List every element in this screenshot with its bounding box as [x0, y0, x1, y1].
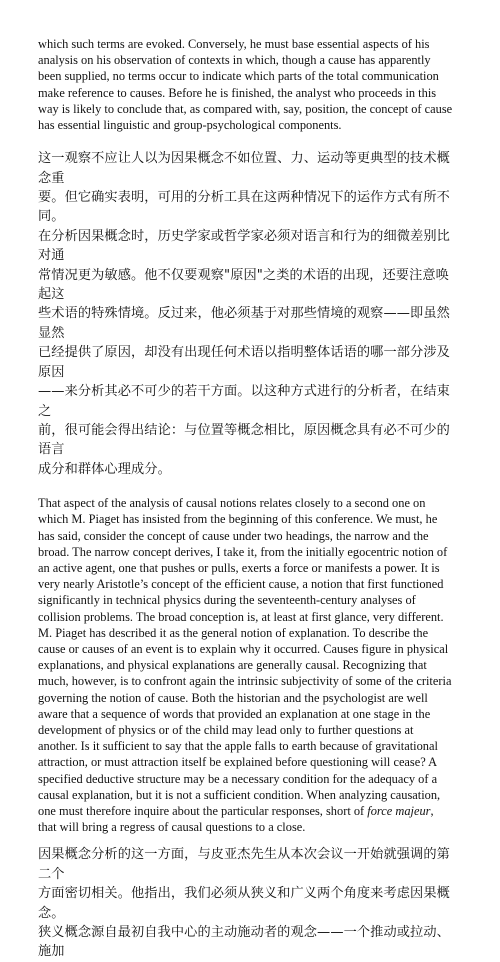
- document-page: [38, 36, 462, 962]
- emphasized-phrase: force majeur: [367, 803, 431, 818]
- paragraph-text: That aspect of the analysis of causal notions relates closely to a second one on which M. Piaget has insisted from the beginning of this conference. We must, he has said, consider the concept of cause under two headings, the narrow and the broad. The narrow concept derives, I take it, from the initially egocentric notion of an active agent, one that pushes or pulls, exerts a force or manifests a power. It is very nearly Aristotle’s concept of the efficient cause, a notion that first functioned significantly in technical physics during the seventeenth-century analyses of collision problems. The broad conception is, at least at first glance, very different. M. Piaget has described it as the general notion of explanation. To describe the cause or causes of an event is to explain why it occurred. Causes figure in physical explanations, and physical explanations are generally causal. Recognizing that much, however, is to confront again the intrinsic subjectivity of some of the criteria governing the notion of cause. Both the historian and the psychologist are well aware that a sequence of words that provided an explanation at one stage in the development of physics or of the child may lead only to further questions at another. Is it sufficient to say that the apple falls to earth because of gravitational attraction, or must attraction itself be explained before questioning will cease? A specified deductive structure may be a necessary condition for the adequacy of a causal explanation, but it is not a sufficient condition. When analyzing causation, one must therefore inquire about the particular responses, short of: [38, 496, 452, 818]
- paragraph-text: , that will bring a regress of causal questions to a close.: [38, 803, 434, 835]
- english-paragraph: which such terms are evoked. Conversely, he must base essential aspects of his analysis on his observation of contexts in which, though a cause has apparently been supplied, no terms occur to indicate which parts of the total communication make reference to causes. Before he is finished, the analyst who proceeds in this way is likely to conclude that, as compared with, say, position, the concept of cause has essential linguistic and group-psychological components.: [38, 37, 453, 133]
- chinese-translation-paragraph: 因果概念分析的这一方面，与皮亚杰先生从本次会议一开始就强调的第二个 方面密切相关。他指出，我们必须从狭义和广义两个角度来考虑因果概念。 狭义概念源自最初自我中心的主动施动者的观念——一个推动或拉动、施加: [38, 847, 450, 960]
- english-paragraph: [38, 495, 462, 835]
- chinese-translation-paragraph: 这一观察不应让人以为因果概念不如位置、力、运动等更典型的技术概念重 要。但它确实表明，可用的分析工具在这两种情况下的运作方式有所不同。 在分析因果概念时，历史学家或哲学家必须对语言和行为的细微差别比对通 常情况更为敏感。他不仅要观察"原因"之类的术语的出现，还要注意唤起这 些术语的特殊情境。反过来，他必须基于对那些情境的观察——即虽然显然 已经提供了原因，却没有出现任何术语以指明整体话语的哪一部分涉及原因 ——来分析其必不可少的若干方面。以这种方式进行的分析者，在结束之 前，很可能会得出结论：与位置等概念相比，原因概念具有必不可少的语言 成分和群体心理成分。: [38, 151, 450, 477]
